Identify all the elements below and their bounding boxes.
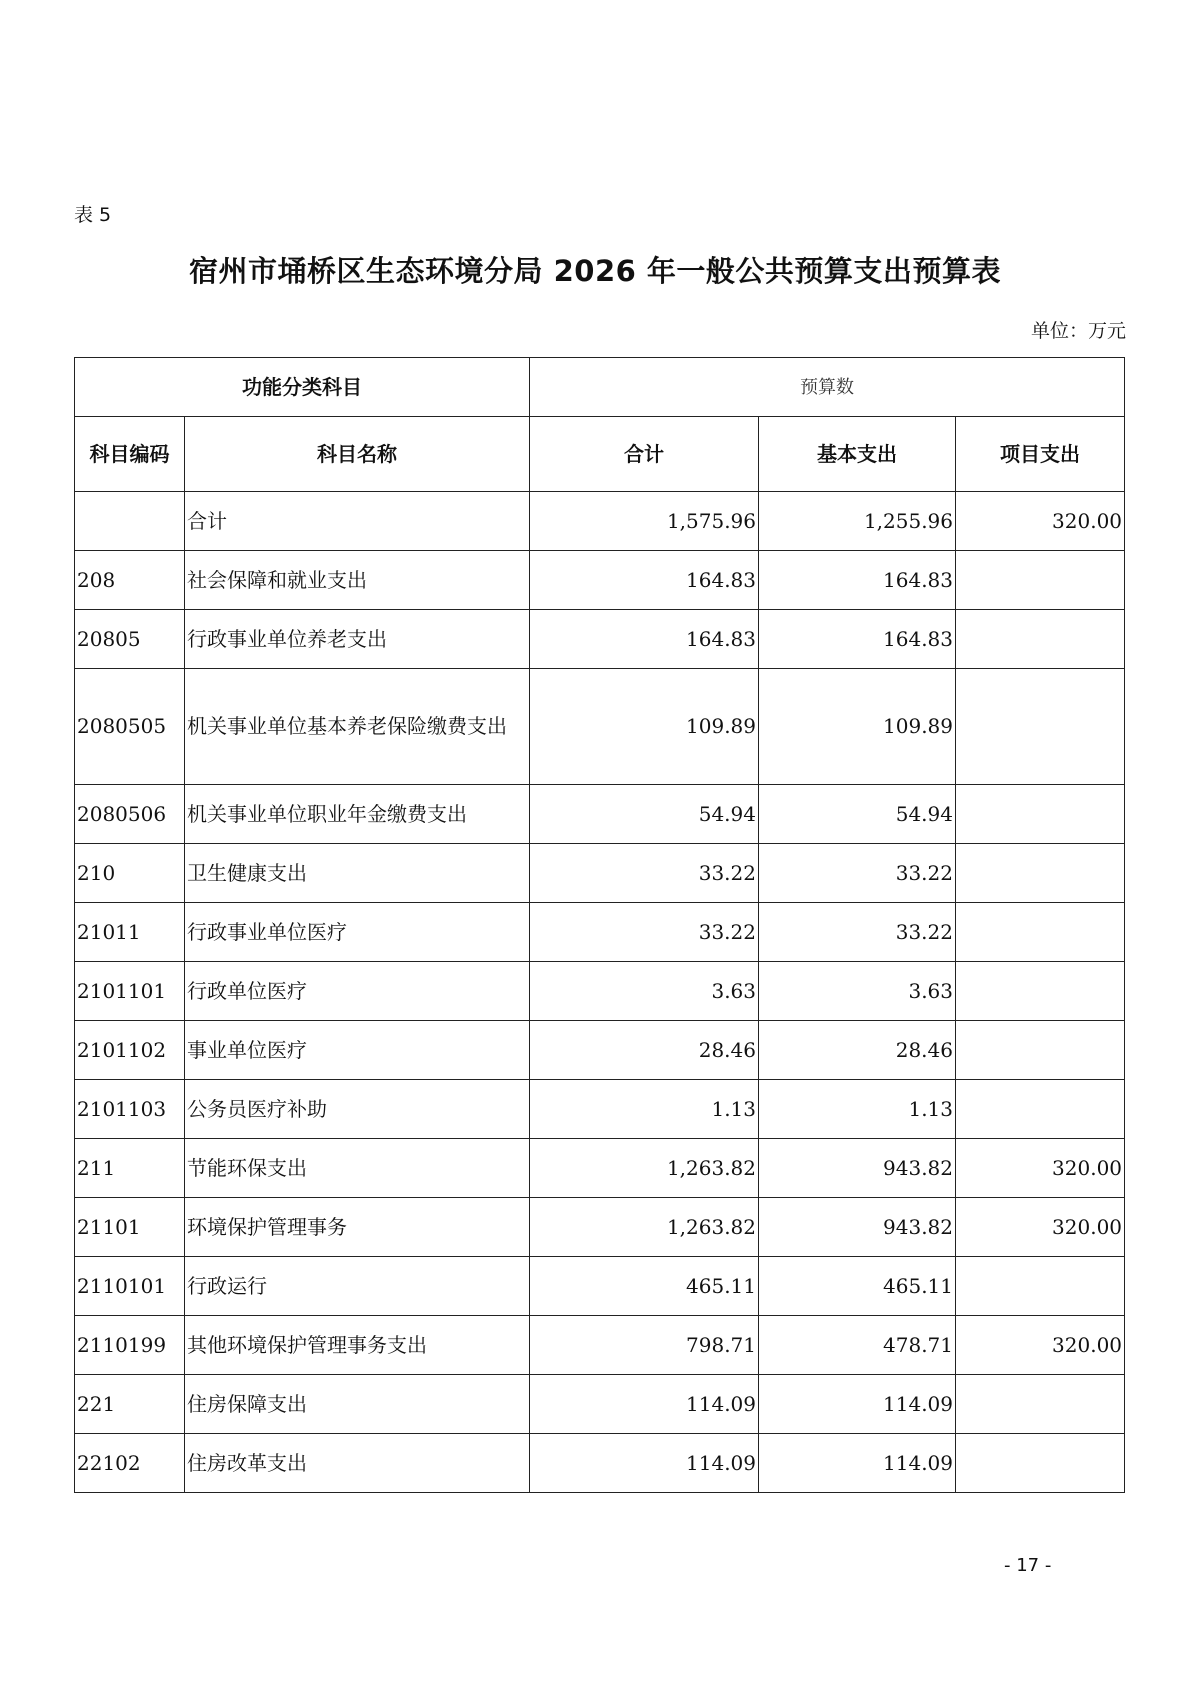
cell-code: 2101103 <box>75 1080 185 1139</box>
cell-code: 2101101 <box>75 962 185 1021</box>
header-code: 科目编码 <box>75 417 185 492</box>
table-row <box>75 903 1125 962</box>
cell-project: 320.00 <box>956 1316 1125 1375</box>
table-row <box>75 962 1125 1021</box>
table-row <box>75 492 1125 551</box>
cell-code: 20805 <box>75 610 185 669</box>
cell-total: 33.22 <box>530 903 759 962</box>
cell-total: 114.09 <box>530 1434 759 1493</box>
cell-total: 109.89 <box>530 669 759 785</box>
cell-basic: 164.83 <box>759 610 956 669</box>
table-row <box>75 1198 1125 1257</box>
cell-project <box>956 1375 1125 1434</box>
cell-project <box>956 1080 1125 1139</box>
cell-basic: 478.71 <box>759 1316 956 1375</box>
cell-basic: 114.09 <box>759 1375 956 1434</box>
cell-basic: 33.22 <box>759 903 956 962</box>
cell-basic: 465.11 <box>759 1257 956 1316</box>
cell-basic: 54.94 <box>759 785 956 844</box>
table-row <box>75 844 1125 903</box>
cell-total: 54.94 <box>530 785 759 844</box>
page-number: - 17 - <box>1004 1555 1052 1576</box>
table-label: 表 5 <box>74 204 112 226</box>
cell-total: 164.83 <box>530 610 759 669</box>
cell-project <box>956 962 1125 1021</box>
cell-name: 环境保护管理事务 <box>185 1198 530 1257</box>
header-basic: 基本支出 <box>759 417 956 492</box>
cell-basic: 109.89 <box>759 669 956 785</box>
header-total: 合计 <box>530 417 759 492</box>
cell-code: 2110101 <box>75 1257 185 1316</box>
cell-name: 行政事业单位养老支出 <box>185 610 530 669</box>
header-row-2 <box>75 417 1125 492</box>
table-row <box>75 669 1125 785</box>
cell-project <box>956 785 1125 844</box>
table-row <box>75 1375 1125 1434</box>
table-row <box>75 1316 1125 1375</box>
table-row <box>75 785 1125 844</box>
cell-name: 其他环境保护管理事务支出 <box>185 1316 530 1375</box>
cell-total: 114.09 <box>530 1375 759 1434</box>
cell-code: 2080505 <box>75 669 185 785</box>
cell-code: 21101 <box>75 1198 185 1257</box>
cell-code: 208 <box>75 551 185 610</box>
cell-name: 合计 <box>185 492 530 551</box>
cell-total: 28.46 <box>530 1021 759 1080</box>
cell-total: 1,575.96 <box>530 492 759 551</box>
cell-code: 2110199 <box>75 1316 185 1375</box>
header-name: 科目名称 <box>185 417 530 492</box>
cell-name: 行政单位医疗 <box>185 962 530 1021</box>
cell-project: 320.00 <box>956 492 1125 551</box>
cell-name: 机关事业单位职业年金缴费支出 <box>185 785 530 844</box>
cell-code: 221 <box>75 1375 185 1434</box>
table-row <box>75 551 1125 610</box>
cell-basic: 33.22 <box>759 844 956 903</box>
cell-project: 320.00 <box>956 1198 1125 1257</box>
cell-code: 2080506 <box>75 785 185 844</box>
cell-basic: 28.46 <box>759 1021 956 1080</box>
cell-project <box>956 1257 1125 1316</box>
cell-total: 164.83 <box>530 551 759 610</box>
cell-name: 卫生健康支出 <box>185 844 530 903</box>
cell-basic: 1.13 <box>759 1080 956 1139</box>
table-row <box>75 1139 1125 1198</box>
cell-basic: 3.63 <box>759 962 956 1021</box>
cell-name: 公务员医疗补助 <box>185 1080 530 1139</box>
cell-total: 1.13 <box>530 1080 759 1139</box>
cell-total: 1,263.82 <box>530 1139 759 1198</box>
cell-basic: 114.09 <box>759 1434 956 1493</box>
unit-label: 单位：万元 <box>1030 320 1126 342</box>
cell-basic: 943.82 <box>759 1198 956 1257</box>
cell-name: 节能环保支出 <box>185 1139 530 1198</box>
cell-name: 住房改革支出 <box>185 1434 530 1493</box>
cell-project <box>956 844 1125 903</box>
cell-project <box>956 610 1125 669</box>
cell-total: 465.11 <box>530 1257 759 1316</box>
cell-name: 行政事业单位医疗 <box>185 903 530 962</box>
cell-code: 211 <box>75 1139 185 1198</box>
cell-total: 33.22 <box>530 844 759 903</box>
cell-total: 798.71 <box>530 1316 759 1375</box>
cell-name: 住房保障支出 <box>185 1375 530 1434</box>
budget-table <box>74 357 1125 1493</box>
header-functional-category: 功能分类科目 <box>75 358 530 417</box>
cell-code <box>75 492 185 551</box>
cell-project: 320.00 <box>956 1139 1125 1198</box>
cell-total: 3.63 <box>530 962 759 1021</box>
cell-code: 22102 <box>75 1434 185 1493</box>
header-budget-amount: 预算数 <box>530 358 1125 417</box>
cell-basic: 1,255.96 <box>759 492 956 551</box>
table-row <box>75 1257 1125 1316</box>
table-row <box>75 1080 1125 1139</box>
cell-project <box>956 903 1125 962</box>
table-row <box>75 610 1125 669</box>
header-row-1 <box>75 358 1125 417</box>
cell-project <box>956 669 1125 785</box>
cell-name: 行政运行 <box>185 1257 530 1316</box>
cell-project <box>956 551 1125 610</box>
table-row <box>75 1021 1125 1080</box>
header-project: 项目支出 <box>956 417 1125 492</box>
cell-code: 21011 <box>75 903 185 962</box>
cell-total: 1,263.82 <box>530 1198 759 1257</box>
cell-name: 机关事业单位基本养老保险缴费支出 <box>185 669 530 785</box>
cell-code: 210 <box>75 844 185 903</box>
cell-name: 事业单位医疗 <box>185 1021 530 1080</box>
cell-project <box>956 1434 1125 1493</box>
cell-code: 2101102 <box>75 1021 185 1080</box>
cell-name: 社会保障和就业支出 <box>185 551 530 610</box>
cell-basic: 943.82 <box>759 1139 956 1198</box>
cell-basic: 164.83 <box>759 551 956 610</box>
cell-project <box>956 1021 1125 1080</box>
page-title: 宿州市埇桥区生态环境分局 2026 年一般公共预算支出预算表 <box>189 254 1001 288</box>
table-row <box>75 1434 1125 1493</box>
